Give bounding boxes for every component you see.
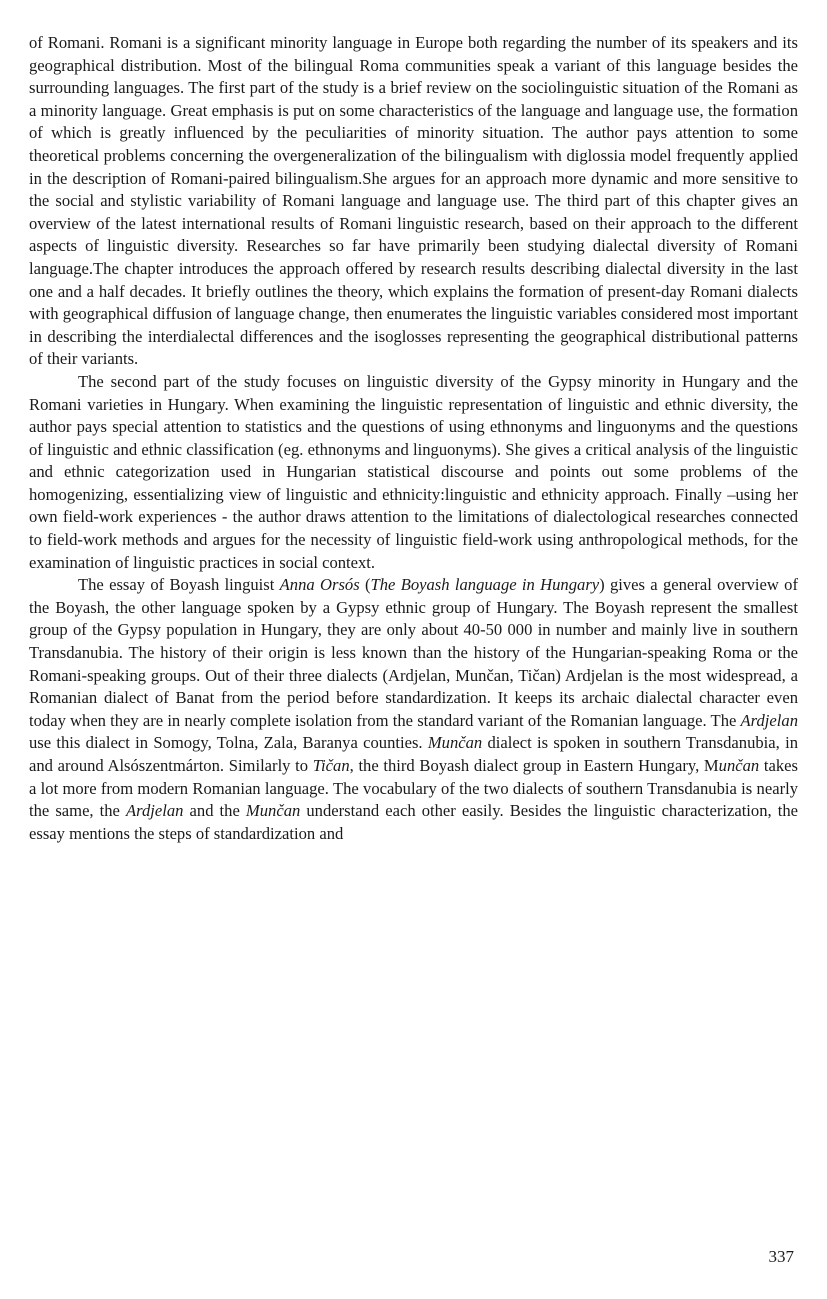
italic-term: Munčan [427,733,483,753]
paragraph-linguistic-diversity-hungary [29,371,798,574]
text-run: of Romani. Romani is a significant minority language in Europe both regarding the number of its speakers and its geographical distribution. Most of the bilingual Roma communities speak a variant of this language besides the surrounding languages. The first part of the study is a brief review on the sociolinguistic situation of the Romani as a minority language. Great emphasis is put on some characteristics of the language and language use, the formation of which is greatly influenced by the peculiarities of minority situation. The author pays attention to some theoretical problems concerning the overgeneralization of the bilingualism with diglossia model frequently applied in the description of Romani-paired bilingualism.She argues for an approach more dynamic and more sensitive to the social and stylistic variability of Romani language and language use. The third part of this chapter gives an overview of the latest international results of Romani linguistic research, based on their approach to the different aspects of linguistic diversity. Researches so far have primarily been studying dialectal diversity of Romani language.The chapter introduces the approach offered by research results describing dialectal diversity in the last one and a half decades. It briefly outlines the theory, which explains the formation of present-day Romani dialects with geographical diffusion of language change, then enumerates the linguistic variables considered most important in describing the interdialectal differences and the isoglosses representing the geographical distributional patterns of their variants. [29,33,798,369]
italic-term: Tičan [312,756,350,775]
text-run: The essay of Boyash linguist [78,575,280,595]
text-run: ) gives a general overview of the Boyash, the other language spoken by a Gypsy ethnic group of Hungary. The Boyash represent the smallest group of the Gypsy population in Hungary, they are only about 40-50 000 in number and mainly live in southern Transdanubia. The history of their origin is less known than the history of the Hungarian-speaking Roma or the Romani-speaking groups. Out of their three dialects (Ardjelan, Munčan, Tičan) Ardjelan is the most widespread, a Romanian dialect of Banat from the period before standardization. It keeps its archaic dialectal character even today when they are in nearly complete isolation from the standard variant of the Romanian language. The [29,575,798,730]
text-run: and the [183,801,246,821]
page-body [29,32,798,845]
page-number: 337 [768,1247,794,1266]
text-run: use this dialect in Somogy, Tolna, Zala, Baranya counties. [29,733,428,753]
paragraph-boyash-language [29,574,798,845]
text-run: takes a lot more from modern Romanian language. The vocabulary of the two dialects of southern Transdanubia is nearly the same, the [29,756,798,821]
italic-term: Anna Orsós [279,575,360,595]
text-run: The second part of the study focuses on linguistic diversity of the Gypsy minority in Hungary and the Romani varieties in Hungary. When examining the linguistic representation of linguistic and ethnic diversity, the author pays special attention to statistics and the questions of using ethnonyms and linguonyms and the questions of linguistic and ethnic classification (eg. ethnonyms and linguonyms). She gives a critical analysis of the linguistic and ethnic categorization used in Hungarian statistical discourse and points out some problems of the homogenizing, essentializing view of linguistic and ethnicity:linguistic and ethnicity approach. Finally –using her own field-work experiences - the author draws attention to the limitations of dialectological researches connected to field-work methods and argues for the necessity of linguistic field-work using anthropological methods, for the examination of linguistic practices in social context. [29,371,798,572]
italic-term: Munčan [245,801,301,821]
italic-term: The Boyash language in Hungary [370,575,600,595]
italic-term: Ardjelan [740,710,798,730]
italic-term: unčan [718,756,760,775]
text-run: dialect is spoken in southern Transdanubia, in and around Alsószentmárton. Similarly to [29,733,798,775]
text-run: ( [359,575,371,595]
paragraph-romani-sociolinguistics [29,32,798,371]
italic-term: Ardjelan [126,801,184,821]
text-run: , the third Boyash dialect group in Eastern Hungary, M [349,756,719,775]
text-run: understand each other easily. Besides the linguistic characterization, the essay mentions the steps of standardization and [29,801,798,843]
